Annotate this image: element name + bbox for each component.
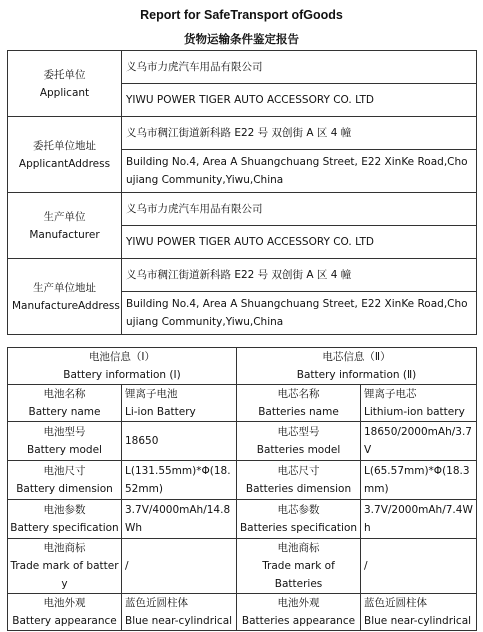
battery-appearance-value: 蓝色近圆柱体 Blue near-cylindrical — [122, 594, 237, 631]
battery-name-value: 锂离子电池 Li-ion Battery — [122, 385, 237, 422]
battery-dimension-value: L(131.55mm)*Φ(18.52mm) — [122, 461, 237, 500]
table-row — [8, 422, 477, 461]
battery-spec-label: 电池参数 Battery specification — [8, 500, 122, 539]
battery-trademark-label: 电池商标 Trade mark of battery — [8, 539, 122, 594]
table-row — [8, 594, 477, 631]
battery-trademark-value: / — [122, 539, 237, 594]
cell-trademark-value: / — [361, 539, 477, 594]
applicant-address-en: Building No.4, Area A Shuangchuang Street, E22 XinKe Road,Choujiang Community,Yiwu,China — [122, 150, 477, 193]
manufacturer-row — [8, 193, 477, 226]
table-row — [8, 539, 477, 594]
table-row — [8, 500, 477, 539]
applicant-address-row — [8, 117, 477, 150]
manufacturer-label: 生产单位 Manufacturer — [8, 193, 122, 259]
manufacturer-address-label: 生产单位地址 ManufactureAddress — [8, 259, 122, 335]
applicant-name-en: YIWU POWER TIGER AUTO ACCESSORY CO. LTD — [122, 84, 477, 117]
cell-appearance-label: 电池外观 Batteries appearance — [237, 594, 361, 631]
applicant-row — [8, 51, 477, 84]
battery-info-table — [7, 347, 477, 631]
cell-info-header: 电芯信息（Ⅱ） Battery information (Ⅱ) — [237, 348, 477, 385]
cell-name-value: 锂离子电芯 Lithium-ion battery — [361, 385, 477, 422]
cell-dimension-label: 电芯尺寸 Batteries dimension — [237, 461, 361, 500]
cell-trademark-label: 电池商标 Trade mark of Batteries — [237, 539, 361, 594]
table-row — [8, 385, 477, 422]
report-title-en: Report for SafeTransport ofGoods — [140, 8, 343, 22]
manufacturer-address-row — [8, 259, 477, 292]
battery-dimension-label: 电池尺寸 Battery dimension — [8, 461, 122, 500]
manufacturer-name-zh: 义乌市力虎汽车用品有限公司 — [122, 193, 477, 226]
applicant-address-label: 委托单位地址 ApplicantAddress — [8, 117, 122, 193]
manufacturer-address-zh: 义乌市稠江街道新科路 E22 号 双创街 A 区 4 幢 — [122, 259, 477, 292]
battery-spec-value: 3.7V/4000mAh/14.8Wh — [122, 500, 237, 539]
applicant-name-zh: 义乌市力虎汽车用品有限公司 — [122, 51, 477, 84]
battery-name-label: 电池名称 Battery name — [8, 385, 122, 422]
battery-model-label: 电池型号 Battery model — [8, 422, 122, 461]
cell-dimension-value: L(65.57mm)*Φ(18.3mm) — [361, 461, 477, 500]
manufacturer-address-en: Building No.4, Area A Shuangchuang Street, E22 XinKe Road,Choujiang Community,Yiwu,China — [122, 292, 477, 335]
party-info-table — [7, 50, 477, 335]
report-title-zh: 货物运输条件鉴定报告 — [184, 34, 299, 46]
battery-model-value: 18650 — [122, 422, 237, 461]
cell-name-label: 电芯名称 Batteries name — [237, 385, 361, 422]
cell-model-value: 18650/2000mAh/3.7V — [361, 422, 477, 461]
applicant-label: 委托单位 Applicant — [8, 51, 122, 117]
cell-model-label: 电芯型号 Batteries model — [237, 422, 361, 461]
cell-spec-label: 电芯参数 Batteries specification — [237, 500, 361, 539]
applicant-address-zh: 义乌市稠江街道新科路 E22 号 双创街 A 区 4 幢 — [122, 117, 477, 150]
cell-appearance-value: 蓝色近圆柱体 Blue near-cylindrical — [361, 594, 477, 631]
cell-spec-value: 3.7V/2000mAh/7.4Wh — [361, 500, 477, 539]
battery-info-header-row — [8, 348, 477, 385]
battery-info-header: 电池信息（Ⅰ） Battery information (Ⅰ) — [8, 348, 237, 385]
table-row — [8, 461, 477, 500]
battery-appearance-label: 电池外观 Battery appearance — [8, 594, 122, 631]
manufacturer-name-en: YIWU POWER TIGER AUTO ACCESSORY CO. LTD — [122, 226, 477, 259]
